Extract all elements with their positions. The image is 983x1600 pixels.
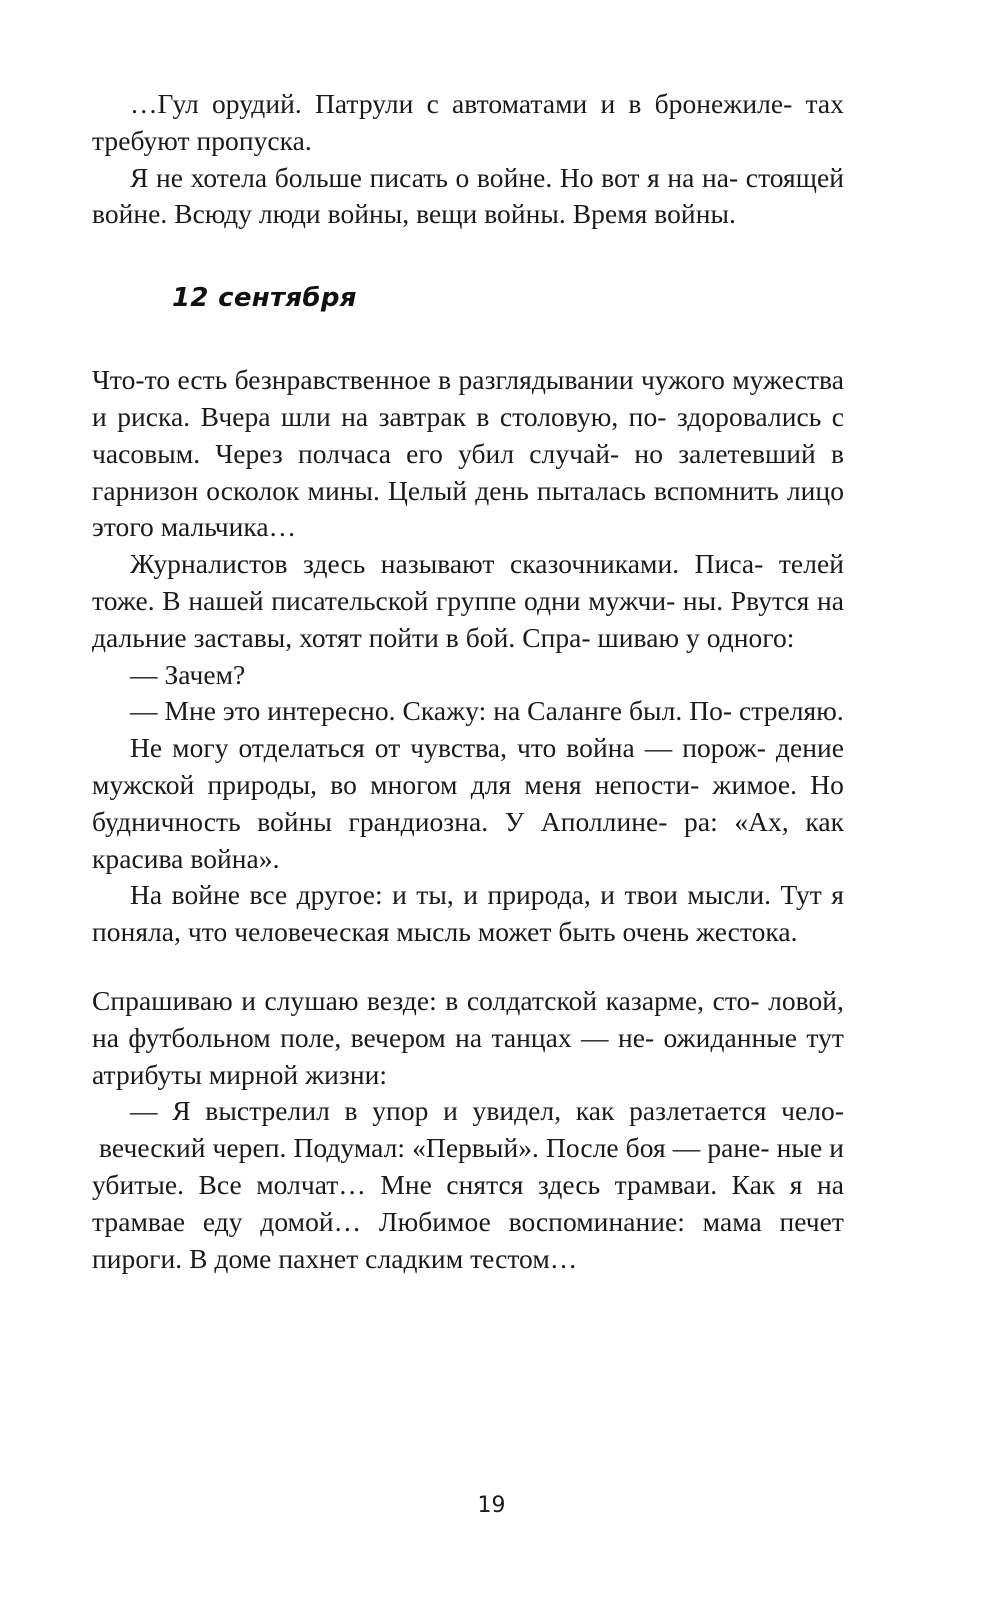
paragraph-asking-everywhere: Спрашиваю и слушаю везде: в солдатской казарме, сто- ловой, на футбольном поле, вечером на танцах — не- ожиданные тут атрибуты мирной жизни: (92, 984, 844, 1090)
september-12-section (92, 362, 844, 951)
opening-section (92, 86, 844, 233)
paragraph-male-nature: Не могу отделаться от чувства, что война — порож- дение мужской природы, во многом для меня непости- жимое. Но будничность войны грандиозна. У Аполлине- ра: «Ах, как красива война». (92, 732, 844, 874)
quote-first-shot: — Я выстрелил в упор и увидел, как разлетается чело- веческий череп. Подумал: «Первый». После боя — ране- ные и убитые. Все молчат… Мне снятся здесь трамваи. Как я на трамвае еду домой… Любимое воспоминание: мама печет пироги. В доме пахнет сладким тестом… (92, 1095, 844, 1274)
dialogue-line-why: — Зачем? (130, 658, 246, 690)
paragraph-storytellers: Журналистов здесь называют сказочниками. Писа- телей тоже. В нашей писательской группе одни мужчи- ны. Рвутся на дальние заставы, хотят пойти в бой. Спра- шиваю у одного: (92, 548, 844, 653)
page-content (92, 86, 844, 1566)
paragraph-real-war: Я не хотела больше писать о войне. Но вот я на на- стоящей войне. Всюду люди войны, вещи войны. Время войны. (92, 161, 844, 230)
interviews-section (92, 983, 844, 1277)
section-spacer (92, 233, 844, 280)
paragraph-cruel-thought: На войне все другое: и ты, и природа, и твои мысли. Тут я поняла, что человеческая мысль может быть очень жестока. (92, 879, 844, 948)
heading-spacer (92, 316, 844, 362)
page-number: 19 (477, 1493, 506, 1518)
dialogue-line-salang: — Мне это интересно. Скажу: на Саланге был. По- стреляю. (130, 695, 844, 727)
section-spacer (92, 951, 844, 983)
paragraph-immoral-watching: Что-то есть безнравственное в разглядывании чужого мужества и риска. Вчера шли на завтрак в столовую, по- здоровались с часовым. Через полчаса его убил случай- но залетевший в гарнизон осколок мины. Целый день пыталась вспомнить лицо этого мальчика… (92, 364, 844, 543)
paragraph-artillery: …Гул орудий. Патрули с автоматами и в бронежиле- тах требуют пропуска. (92, 88, 844, 156)
date-heading: 12 сентября (172, 283, 357, 314)
